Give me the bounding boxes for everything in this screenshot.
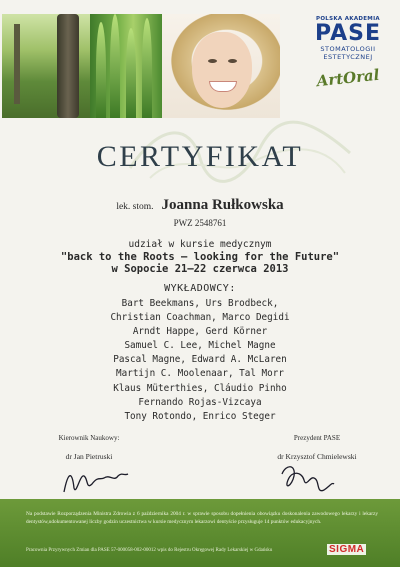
sigma-logo: SIGMA — [329, 544, 365, 555]
lecturer-line: Samuel C. Lee, Michel Magne — [124, 340, 276, 352]
logo-org-sub1: STOMATOLOGII — [320, 45, 376, 53]
logo-org-top: POLSKA AKADEMIA — [316, 16, 380, 22]
artoral-logo: ArtOral — [315, 65, 381, 91]
lecturer-line: Christian Coachman, Marco Degidi — [110, 312, 290, 324]
signature-left-role: Kierownik Naukowy: — [58, 434, 120, 442]
logo-org-main: PASE — [314, 21, 381, 46]
lecturer-line: Klaus Müterthies, Cláudio Pinho — [113, 382, 287, 394]
handwritten-signature-right — [276, 460, 336, 498]
course-title — [0, 251, 400, 275]
course-place-date: w Sopocie 21–22 czerwca 2013 — [111, 263, 289, 275]
smiling-woman-photo — [162, 14, 280, 118]
lecturer-line: Bart Beekmans, Urs Brodbeck, — [121, 298, 279, 309]
lecturer-line: Martijn C. Moolenaar, Tal Morr — [116, 368, 284, 380]
lecturer-line: Tony Rotondo, Enrico Steger — [124, 410, 276, 422]
lecturers-list — [0, 297, 400, 424]
leaves-photo — [90, 14, 162, 118]
signature-block-left — [44, 434, 134, 461]
signature-right-role: Prezydent PASE — [293, 434, 341, 442]
signature-right-name: dr Krzysztof Chmielewski — [277, 452, 357, 461]
recipient-name: Joanna Rułkowska — [161, 197, 284, 213]
certificate-title: CERTYFIKAT — [96, 140, 304, 173]
lecturer-line: Pascal Magne, Edward A. McLaren — [113, 354, 287, 366]
footer-legal-text: Na podstawie Rozporządzenia Ministra Zdrowia z 6 października 2004 r. w sprawie sposobu dopełnienia obowiązku doskonalenia zawodowego lekarzy i lekarzy dentystów,udokumentowanej liczby godzin uczestnictwa w kursie medycznym lekarzowi dentyście przysługuje 14 punktów edukacyjnych. — [26, 511, 378, 525]
footer-registry-text: Pracownia Przyrywnych Zmian dla PASE 57-000058-002-00012 wpis do Rejestru Okręgowej Rady Lekarskiej w Gdańsku — [26, 548, 273, 553]
recipient-line — [0, 196, 400, 214]
handwritten-signature-left — [60, 462, 130, 498]
signature-left-name: dr Jan Pietruski — [65, 452, 113, 461]
lecturer-line: Fernando Rojas-Vizcaya — [138, 396, 262, 408]
course-name: "back to the Roots – looking for the Future" — [60, 251, 340, 263]
lecturers-heading: WYKŁADOWCY: — [164, 283, 236, 294]
lecturer-line: Arndt Happe, Gerd Körner — [132, 326, 268, 338]
pwz-number: PWZ 2548761 — [173, 218, 227, 228]
participation-text: udział w kursie medycznym — [128, 239, 272, 250]
recipient-prefix: lek. stom. — [116, 202, 154, 212]
signature-block-right — [262, 434, 372, 461]
pase-logo — [302, 16, 394, 91]
forest-photo — [2, 14, 90, 118]
logo-org-sub2: ESTETYCZNEJ — [323, 53, 373, 61]
